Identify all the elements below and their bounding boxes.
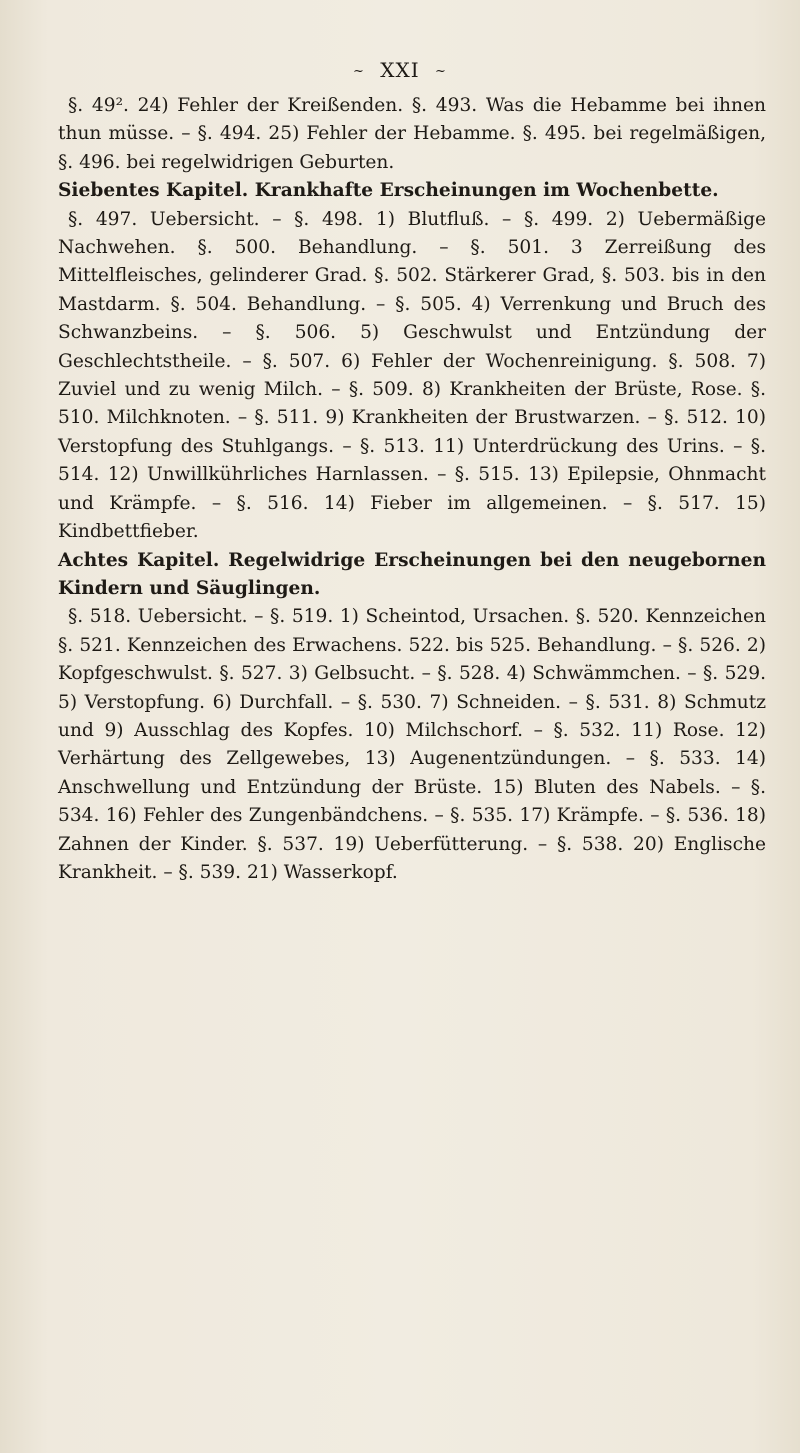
section-6-continued [58, 92, 766, 177]
ornament-right-icon: ~ [435, 64, 447, 79]
section-body: §. 518. Uebersicht. – §. 519. 1) Scheintod, Ursachen. §. 520. Kennzeichen §. 521. Kennzeichen des Erwachens. 522. bis 525. Behandlung. – §. 526. 2) Kopfgeschwulst. §. 527. 3) Gelbsucht. – §. 528. 4) Schwämmchen. – §. 529. 5) Verstopfung. 6) Durchfall. – §. 530. 7) Schneiden. – §. 531. 8) Schmutz und 9) Ausschlag des Kopfes. 10) Milchschorf. – §. 532. 11) Rose. 12) Verhärtung des Zellgewebes, 13) Augenentzündungen. – §. 533. 14) Anschwellung und Entzündung der Brüste. 15) Bluten des Nabels. – §. 534. 16) Fehler des Zungenbändchens. – §. 535. 17) Krämpfe. – §. 536. 18) Zahnen der Kinder. §. 537. 19) Ueberfütterung. – §. 538. 20) Englische Krankheit. – §. 539. 21) Wasserkopf. [58, 606, 766, 883]
chapter-8-title: Achtes Kapitel. Regelwidrige Erscheinungen bei den neugebornen Kindern und Säuglingen. [58, 549, 766, 599]
chapter-7-contents [58, 206, 766, 547]
chapter-7-title: Siebentes Kapitel. Krankhafte Erscheinungen im Wochenbette. [58, 180, 719, 202]
chapter-7 [58, 177, 766, 205]
chapter-8-contents [58, 603, 766, 887]
chapter-8 [58, 547, 766, 604]
table-of-contents-text [58, 92, 766, 887]
page-number: XXI [380, 58, 420, 82]
ornament-left-icon: ~ [353, 64, 365, 79]
section-body: §. 49². 24) Fehler der Kreißenden. §. 493. Was die Hebamme bei ihnen thun müsse. – §. 494. 25) Fehler der Hebamme. §. 495. bei regelmäßigen, §. 496. bei regelwidrigen Geburten. [58, 95, 766, 173]
page-header [0, 58, 800, 82]
section-body: §. 497. Uebersicht. – §. 498. 1) Blutfluß. – §. 499. 2) Uebermäßige Nachwehen. §. 500. Behandlung. – §. 501. 3 Zerreißung des Mittelfleisches, gelinderer Grad. §. 502. Stärkerer Grad, §. 503. bis in den Mastdarm. §. 504. Behandlung. – §. 505. 4) Verrenkung und Bruch des Schwanzbeins. – §. 506. 5) Geschwulst und Entzündung der Geschlechtstheile. – §. 507. 6) Fehler der Wochenreinigung. §. 508. 7) Zuviel und zu wenig Milch. – §. 509. 8) Krankheiten der Brüste, Rose. §. 510. Milchknoten. – §. 511. 9) Krankheiten der Brustwarzen. – §. 512. 10) Verstopfung des Stuhlgangs. – §. 513. 11) Unterdrückung des Urins. – §. 514. 12) Unwillkührliches Harnlassen. – §. 515. 13) Epilepsie, Ohnmacht und Krämpfe. – §. 516. 14) Fieber im allgemeinen. – §. 517. 15) Kindbettfieber. [58, 208, 766, 543]
